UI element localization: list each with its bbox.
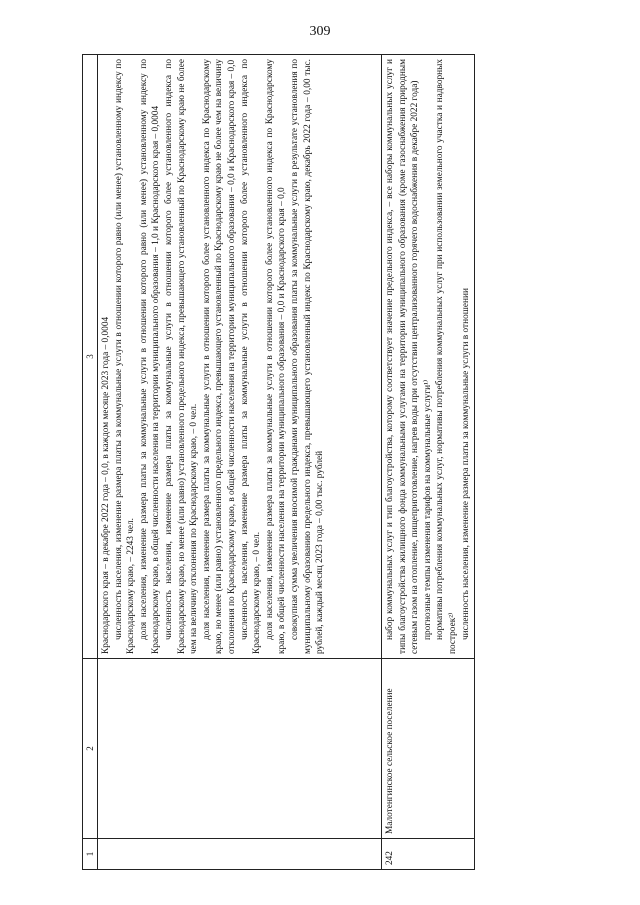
row-number [98, 839, 382, 870]
indicator-paragraph: численность населения, изменение размера платы за коммунальные услуги в отношении которого более установленного индекса по Краснодарскому краю, но менее (или равно) установленного предельного индекса, превышающего установленный по Краснодарскому краю не более чем на величину отклонения по Краснодарскому краю, – 0 чел. [163, 59, 200, 654]
indicator-paragraph: Краснодарского края – в декабре 2022 года – 0,0, в каждом месяце 2023 года – 0,0004 [101, 316, 111, 654]
municipality-name: Малотенгинское сельское поселение [382, 659, 475, 839]
header-col-1: 1 [83, 839, 98, 870]
indicator-paragraph: доля населения, изменение размера платы за коммунальные услуги в отношении которого равно (или менее) установленному индексу по Краснодарскому краю, в общей численности населения на территории муниципального образования – 1,0 и Краснодарского края – 0,0004 [138, 59, 162, 654]
header-col-3: 3 [83, 55, 98, 659]
municipality-name [98, 659, 382, 839]
indicator-paragraph: доля населения, изменение размера платы за коммунальные услуги в отношении которого более установленного индекса по Краснодарскому краю, но менее (или равно) установленного предельного индекса, превышающего установленный по Краснодарскому краю не более чем на величину отклонения по Краснодарскому краю, в общей численности населения на территории муниципального образования – 0,0 и Краснодарского края – 0,0 [201, 59, 237, 654]
indicators-cell [98, 55, 382, 659]
page-number: 309 [309, 24, 331, 39]
header-col-2: 2 [83, 659, 98, 839]
indicators-cell [382, 55, 475, 659]
indicator-paragraph: численность населения, изменение размера платы за коммунальные услуги в отношении которого равно (или менее) установленному индексу по Краснодарскому краю, – 2243 чел. [113, 59, 137, 654]
indicator-paragraph: нормативы потребления коммунальных услуг, нормативы потребления коммунальных услуг при использовании земельного участка и надворных построек²⁾ [435, 59, 458, 654]
indicator-paragraph: численность населения, изменение размера платы за коммунальные услуги в отношении которого более установленного индекса по Краснодарскому краю, – 0 чел. [239, 59, 263, 654]
table-header-row [83, 55, 98, 870]
indicator-paragraph: доля населения, изменение размера платы за коммунальные услуги в отношении которого более установленного индекса по Краснодарскому краю, в общей численности населения на территории муниципального образования – 0,0 и Краснодарского края – 0,0 [264, 59, 288, 654]
row-number: 242 [382, 839, 475, 870]
indicator-paragraph: набор коммунальных услуг и тип благоустройства, которому соответствует значение предельного индекса, – все наборы коммунальных услуг и типы благоустройства жилищного фонда коммунальными услугами на территории муниципального образования (кроме газоснабжения природным сетевым газом на отопление, пищеприготовление, нагрев воды при отсутствии централизованного горячего водоснабжения в декабре 2022 года) [385, 59, 421, 654]
rotated-table-container [82, 59, 602, 870]
indicator-paragraph: совокупная сумма увеличения вносимой гражданами муниципального образования платы за коммунальные услуги в результате установления по муниципальному образованию предельного индекса, превышающего установленный индекс по Краснодарскому краю, декабрь 2022 года – 0,00 тыс. рублей, каждый месяц 2023 года – 0,00 тыс. рублей [289, 59, 326, 654]
indicator-paragraph: прогнозные темпы изменения тарифов на коммунальные услуги¹⁾ [422, 379, 433, 640]
table-row [382, 55, 475, 870]
indicator-paragraph: численность населения, изменение размера платы за коммунальные услуги в отношении [460, 288, 471, 640]
table-row [98, 55, 382, 870]
data-table [82, 54, 475, 870]
